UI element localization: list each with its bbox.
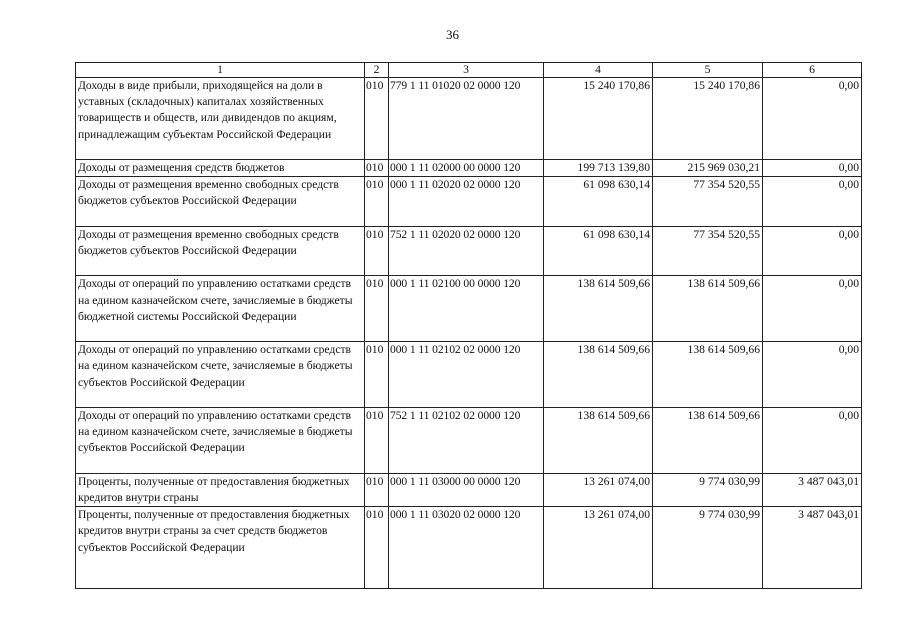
header-col-6: 6	[763, 63, 862, 78]
table-row	[76, 507, 862, 589]
row-value-col6: 0,00	[763, 177, 862, 227]
row-value-col4: 138 614 509,66	[544, 276, 653, 342]
row-value-col4: 13 261 074,00	[544, 473, 653, 506]
table-row	[76, 276, 862, 342]
table-row	[76, 78, 862, 160]
row-line-code: 010	[365, 78, 389, 160]
row-value-col6: 0,00	[763, 160, 862, 177]
row-value-col6: 0,00	[763, 226, 862, 276]
row-description: Доходы от размещения временно свободных средств бюджетов субъектов Российской Федерации	[76, 177, 365, 227]
row-budget-code: 000 1 11 03000 00 0000 120	[389, 473, 544, 506]
header-col-3: 3	[389, 63, 544, 78]
row-line-code: 010	[365, 160, 389, 177]
row-line-code: 010	[365, 342, 389, 408]
header-col-2: 2	[365, 63, 389, 78]
row-description: Доходы от операций по управлению остатками средств на едином казначейском счете, зачисляемые в бюджеты субъектов Российской Федерации	[76, 342, 365, 408]
table-row	[76, 407, 862, 473]
table-row	[76, 342, 862, 408]
row-line-code: 010	[365, 473, 389, 506]
row-line-code: 010	[365, 276, 389, 342]
row-value-col5: 77 354 520,55	[653, 177, 763, 227]
row-budget-code: 752 1 11 02020 02 0000 120	[389, 226, 544, 276]
row-line-code: 010	[365, 226, 389, 276]
row-value-col4: 199 713 139,80	[544, 160, 653, 177]
row-value-col5: 9 774 030,99	[653, 507, 763, 589]
row-value-col5: 77 354 520,55	[653, 226, 763, 276]
table-header-row	[76, 63, 862, 78]
row-value-col4: 138 614 509,66	[544, 407, 653, 473]
page-number: 36	[446, 27, 459, 42]
row-value-col4: 138 614 509,66	[544, 342, 653, 408]
revenue-table	[75, 62, 862, 589]
row-description: Доходы от операций по управлению остатками средств на едином казначейском счете, зачисляемые в бюджеты бюджетной системы Российской Федерации	[76, 276, 365, 342]
row-value-col5: 138 614 509,66	[653, 407, 763, 473]
row-value-col4: 61 098 630,14	[544, 226, 653, 276]
row-budget-code: 752 1 11 02102 02 0000 120	[389, 407, 544, 473]
row-description: Проценты, полученные от предоставления бюджетных кредитов внутри страны за счет средств бюджетов субъектов Российской Федерации	[76, 507, 365, 589]
table-row	[76, 473, 862, 506]
row-description: Проценты, полученные от предоставления бюджетных кредитов внутри страны	[76, 473, 365, 506]
row-budget-code: 779 1 11 01020 02 0000 120	[389, 78, 544, 160]
row-value-col6: 0,00	[763, 407, 862, 473]
row-description: Доходы от размещения средств бюджетов	[76, 160, 365, 177]
row-value-col6: 0,00	[763, 342, 862, 408]
row-description: Доходы от операций по управлению остатками средств на едином казначейском счете, зачисляемые в бюджеты субъектов Российской Федерации	[76, 407, 365, 473]
row-description: Доходы в виде прибыли, приходящейся на доли в уставных (складочных) капиталах хозяйственных товариществ и обществ, или дивидендов по акциям, принадлежащим субъектам Российской Федерации	[76, 78, 365, 160]
row-value-col6: 0,00	[763, 276, 862, 342]
header-col-4: 4	[544, 63, 653, 78]
row-value-col5: 215 969 030,21	[653, 160, 763, 177]
header-col-1: 1	[76, 63, 365, 78]
table-row	[76, 160, 862, 177]
row-value-col4: 15 240 170,86	[544, 78, 653, 160]
row-budget-code: 000 1 11 02102 02 0000 120	[389, 342, 544, 408]
row-value-col6: 3 487 043,01	[763, 507, 862, 589]
row-line-code: 010	[365, 407, 389, 473]
row-value-col5: 138 614 509,66	[653, 276, 763, 342]
row-description: Доходы от размещения временно свободных средств бюджетов субъектов Российской Федерации	[76, 226, 365, 276]
row-line-code: 010	[365, 177, 389, 227]
row-value-col4: 61 098 630,14	[544, 177, 653, 227]
row-budget-code: 000 1 11 02100 00 0000 120	[389, 276, 544, 342]
row-value-col5: 9 774 030,99	[653, 473, 763, 506]
row-value-col6: 3 487 043,01	[763, 473, 862, 506]
row-line-code: 010	[365, 507, 389, 589]
row-value-col5: 138 614 509,66	[653, 342, 763, 408]
table-row	[76, 177, 862, 227]
table-row	[76, 226, 862, 276]
table-body	[76, 63, 862, 589]
row-value-col4: 13 261 074,00	[544, 507, 653, 589]
row-value-col5: 15 240 170,86	[653, 78, 763, 160]
row-budget-code: 000 1 11 02000 00 0000 120	[389, 160, 544, 177]
header-col-5: 5	[653, 63, 763, 78]
row-budget-code: 000 1 11 03020 02 0000 120	[389, 507, 544, 589]
row-budget-code: 000 1 11 02020 02 0000 120	[389, 177, 544, 227]
row-value-col6: 0,00	[763, 78, 862, 160]
